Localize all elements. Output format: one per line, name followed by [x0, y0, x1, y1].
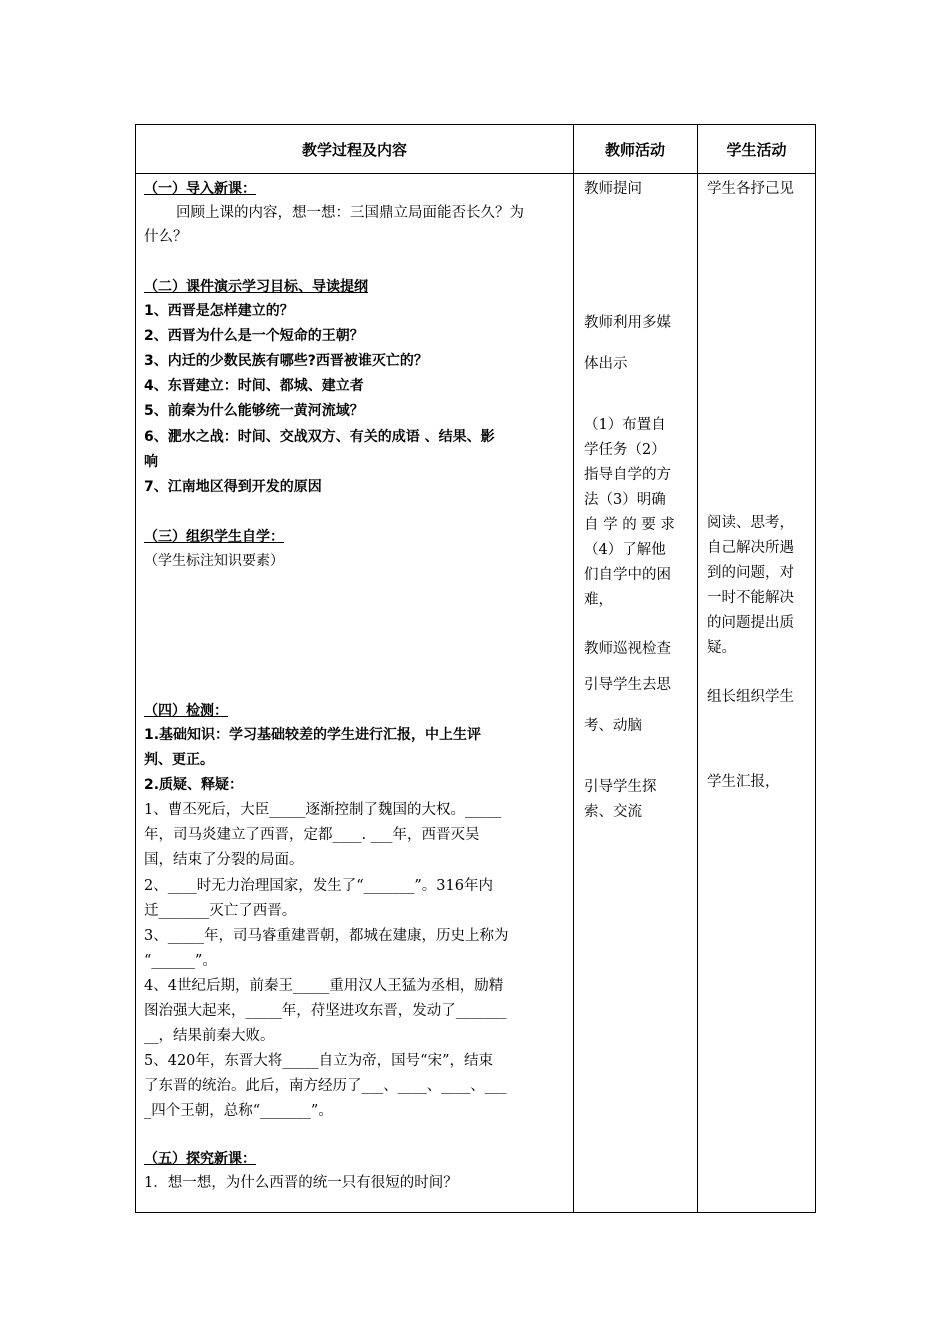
teacher-activity-6a: 引导学生探: [584, 779, 657, 795]
inquiry-question-1: 1．想一想，为什么西晋的统一只有很短的时间？: [144, 1175, 458, 1191]
student-activity-2-line-4: 一时不能解决: [707, 590, 794, 606]
fill-blank-line-2: 年，司马炎建立了西晋，定都____. ___年，西晋灭吴: [144, 827, 480, 843]
section-4-title: （四）检测：: [144, 703, 228, 719]
teacher-activity-3-line-3: 指导自学的方: [584, 467, 671, 483]
fill-blank-line-5: 迁_______灭亡了西晋。: [144, 903, 297, 919]
lesson-plan-table: [135, 124, 816, 1213]
fill-blank-line-1: 1、曹丕死后，大臣_____逐渐控制了魏国的大权。_____: [144, 802, 502, 818]
fill-blank-line-11: 5、420年，东晋大将_____自立为帝，国号“宋”，结束: [144, 1053, 493, 1069]
teacher-activity-4: 教师巡视检查: [584, 641, 671, 657]
outline-item-6: 6、淝水之战：时间、交战双方、有关的成语 、结果、影: [144, 429, 495, 445]
section-3-note: （学生标注知识要素）: [144, 553, 284, 569]
teacher-activity-2a: 教师利用多媒: [584, 315, 671, 331]
student-activity-4: 学生汇报，: [707, 774, 780, 790]
student-activity-1: 学生各抒己见: [707, 181, 794, 197]
section-2-title: （二）课件演示学习目标、导读提纲: [144, 279, 368, 295]
fill-blank-line-8: 4、4世纪后期，前秦王_____重用汉人王猛为丞相，励精: [144, 978, 504, 994]
student-activity-2-line-3: 到的问题，对: [707, 565, 794, 581]
section-3-title: （三）组织学生自学：: [144, 529, 284, 545]
student-activity-2-line-1: 阅读、思考，: [707, 515, 794, 531]
outline-item-2: 2、西晋为什么是一个短命的王朝？: [144, 328, 364, 344]
section-1-title: （一）导入新课：: [144, 181, 256, 197]
header-teacher-activity: 教师活动: [604, 140, 665, 159]
teacher-activity-6b: 索、交流: [584, 804, 642, 820]
fill-blank-line-3: 国，结束了分裂的局面。: [144, 852, 304, 868]
outline-item-1: 1、西晋是怎样建立的？: [144, 303, 294, 319]
question-answer-title: 2.质疑、释疑：: [144, 777, 244, 793]
teacher-activity-3-line-2: 学任务（2）: [584, 442, 666, 458]
student-activity-2-line-2: 自己解决所遇: [707, 540, 794, 556]
header-student-activity: 学生活动: [726, 140, 787, 159]
column-divider-1: [573, 125, 574, 1212]
student-activity-3: 组长组织学生: [707, 689, 794, 705]
teacher-activity-3-line-7: 们自学中的困: [584, 567, 671, 583]
student-activity-2-line-5: 的问题提出质: [707, 615, 794, 631]
section-1-line-1: 回顾上课的内容，想一想：三国鼎立局面能否长久？为: [176, 205, 524, 221]
fill-blank-line-9: 图治强大起来，_____年，苻坚进攻东晋，发动了_______: [144, 1003, 507, 1019]
teacher-activity-3-line-1: （1）布置自: [584, 417, 666, 433]
teacher-activity-5b: 考、动脑: [584, 718, 642, 734]
teacher-activity-3-line-4: 法（3）明确: [584, 492, 666, 508]
basic-knowledge-line-2: 判、更正。: [144, 752, 214, 768]
teacher-activity-3-line-8: 难，: [584, 592, 613, 608]
basic-knowledge-line-1: 1.基础知识：学习基础较差的学生进行汇报，中上生评: [144, 727, 482, 743]
fill-blank-line-6: 3、_____年，司马睿重建晋朝，都城在建康，历史上称为: [144, 928, 509, 944]
fill-blank-line-10: __，结果前秦大败。: [144, 1028, 275, 1044]
student-activity-2-line-6: 疑。: [707, 640, 736, 656]
outline-item-5: 5、前秦为什么能够统一黄河流域？: [144, 403, 364, 419]
fill-blank-line-4: 2、____时无力治理国家，发生了“_______”。316年内: [144, 878, 493, 894]
outline-item-3: 3、内迁的少数民族有哪些?西晋被谁灭亡的？: [144, 353, 428, 369]
column-divider-2: [697, 125, 698, 1212]
outline-item-4: 4、东晋建立：时间、都城、建立者: [144, 378, 364, 394]
section-5-title: （五）探究新课：: [144, 1151, 256, 1167]
teacher-activity-3-line-6: （4）了解他: [584, 542, 666, 558]
teacher-activity-3-line-5: 自 学 的 要 求: [584, 517, 675, 533]
section-1-line-2: 什么？: [144, 229, 188, 245]
outline-item-7: 7、江南地区得到开发的原因: [144, 479, 322, 495]
teacher-activity-5a: 引导学生去思: [584, 677, 671, 693]
teacher-activity-1: 教师提问: [584, 181, 642, 197]
fill-blank-line-13: _四个王朝，总称“_______”。: [144, 1103, 333, 1119]
fill-blank-line-12: 了东晋的统治。此后，南方经历了___、____、____、___: [144, 1078, 507, 1094]
outline-item-6-cont: 响: [144, 454, 158, 470]
teacher-activity-2b: 体出示: [584, 356, 628, 372]
fill-blank-line-7: “______”。: [144, 953, 217, 969]
header-divider: [136, 173, 815, 174]
header-process-content: 教学过程及内容: [301, 140, 407, 159]
